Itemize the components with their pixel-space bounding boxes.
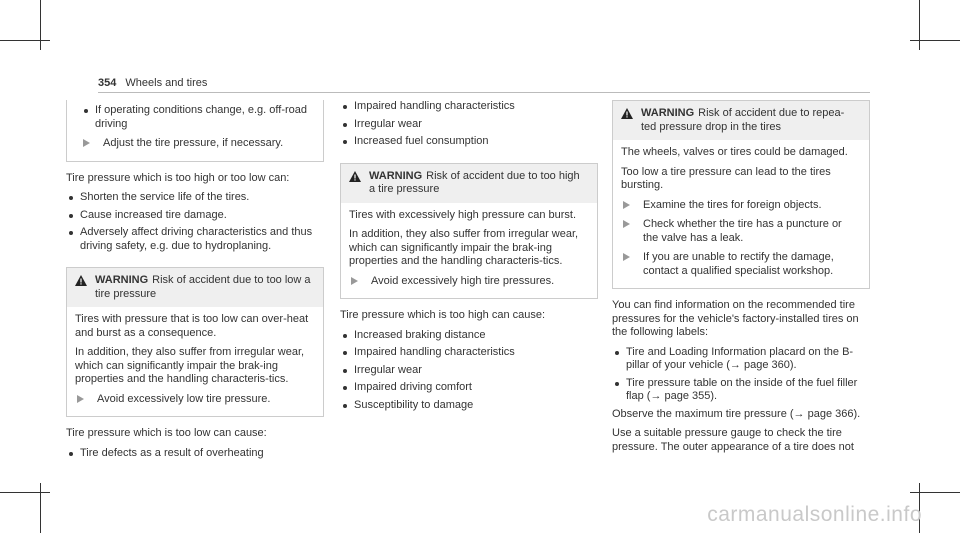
paragraph: Tire pressure which is too low can cause:	[66, 427, 267, 439]
list-item: Tire defects as a result of overheating	[66, 447, 324, 461]
list-item: Impaired handling characteristics	[340, 100, 598, 114]
paragraph: In addition, they also suffer from irregular wear, which can significantly impair the brak-ing properties and the handling characteris-tics.	[349, 228, 579, 267]
list-item: Adversely affect driving characteristics and thus driving safety, e.g. due to hydroplaning.	[66, 226, 324, 253]
action-arrow-icon	[351, 277, 358, 285]
warning-title: Risk of accident due to repea-ted pressure drop in the tires	[641, 107, 845, 133]
page-number: 354	[98, 77, 117, 89]
list-item: Impaired handling characteristics	[340, 346, 598, 360]
list-item: Irregular wear	[340, 364, 598, 378]
watermark: carmanualsonline.info	[707, 503, 922, 526]
list-item: Increased fuel consumption	[340, 135, 598, 149]
paragraph: Too low a tire pressure can lead to the tires bursting.	[621, 165, 831, 191]
crop-mark	[40, 0, 41, 50]
warning-title: Risk of accident due to too low a tire pressure	[95, 274, 311, 300]
warning-label: WARNING	[641, 107, 695, 119]
list-item: Susceptibility to damage	[340, 399, 598, 413]
list-item: Shorten the service life of the tires.	[66, 191, 324, 205]
list-item: Impaired driving comfort	[340, 381, 598, 395]
warning-icon	[621, 108, 633, 119]
paragraph: Tire pressure which is too high or too low can:	[66, 171, 290, 184]
warning-box	[66, 267, 324, 417]
list-item: Tire pressure table on the inside of the fuel filler flap (→ page 355).	[612, 377, 870, 404]
paragraph: Tires with excessively high pressure can burst.	[349, 208, 577, 221]
action-step: Examine the tires for foreign objects.	[621, 199, 859, 213]
paragraph: Observe the maximum tire pressure (→ page 366).	[612, 407, 861, 420]
list-item: Irregular wear	[340, 118, 598, 132]
warning-label: WARNING	[95, 274, 149, 286]
paragraph: Tires with pressure that is too low can over-heat and burst as a consequence.	[75, 313, 309, 339]
warning-label: WARNING	[369, 169, 423, 182]
action-arrow-icon	[83, 139, 90, 147]
action-arrow-icon	[623, 220, 630, 228]
action-arrow-icon	[623, 201, 630, 209]
crop-mark	[910, 492, 960, 493]
crop-mark	[910, 40, 960, 41]
column-3	[612, 100, 870, 460]
column-2	[340, 100, 598, 416]
list-item: Cause increased tire damage.	[66, 209, 324, 223]
paragraph: Tire pressure which is too high can cause:	[340, 309, 546, 321]
section-title: Wheels and tires	[125, 77, 208, 89]
crop-mark	[40, 483, 41, 533]
action-step: Adjust the tire pressure, if necessary.	[81, 137, 313, 151]
warning-box	[340, 163, 598, 300]
crop-mark	[919, 0, 920, 50]
paragraph: The wheels, valves or tires could be damaged.	[621, 146, 848, 158]
action-step: Avoid excessively low tire pressure.	[75, 393, 313, 407]
warning-title: Risk of accident due to too high a tire pressure	[369, 169, 580, 195]
action-arrow-icon	[623, 253, 630, 261]
action-step: Check whether the tire has a puncture or the valve has a leak.	[621, 218, 859, 245]
warning-icon	[349, 171, 361, 182]
page-header	[98, 77, 207, 89]
warning-box	[612, 100, 870, 289]
crop-mark	[0, 40, 50, 41]
paragraph: You can find information on the recommended tire pressures for the vehicle's factory-installed tires on the following labels:	[612, 299, 859, 338]
paragraph: Use a suitable pressure gauge to check the tire pressure. The outer appearance of a tire does not	[612, 427, 854, 453]
action-box	[66, 100, 324, 162]
list-item: If operating conditions change, e.g. off-road driving	[81, 104, 313, 131]
list-item: Increased braking distance	[340, 329, 598, 343]
action-step: Avoid excessively high tire pressures.	[349, 275, 587, 289]
column-1	[66, 100, 324, 464]
header-rule	[98, 92, 870, 93]
crop-mark	[0, 492, 50, 493]
paragraph: In addition, they also suffer from irregular wear, which can significantly impair the brak-ing properties and the handling characteris-tics.	[75, 346, 305, 385]
list-item: Tire and Loading Information placard on the B-pillar of your vehicle (→ page 360).	[612, 346, 870, 373]
action-arrow-icon	[77, 395, 84, 403]
warning-icon	[75, 275, 87, 286]
action-step: If you are unable to rectify the damage, contact a qualified specialist workshop.	[621, 251, 859, 278]
